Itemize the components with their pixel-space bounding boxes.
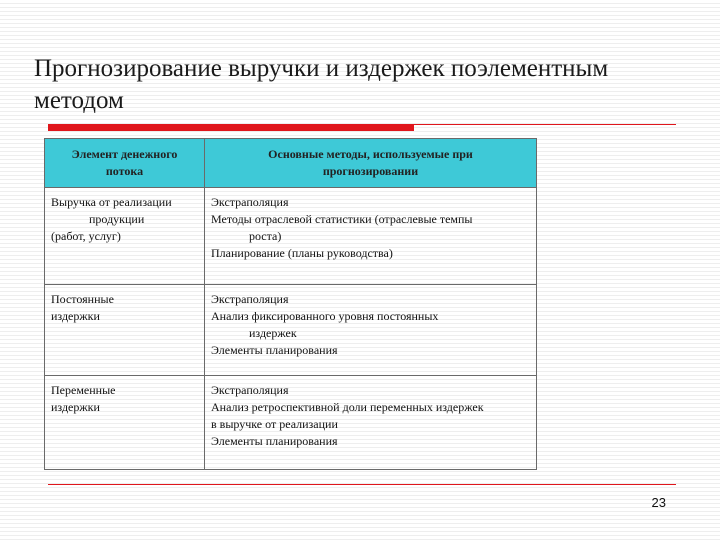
cell-text: в выручке от реализации (211, 417, 338, 431)
cell-text: Выручка от реализации (51, 195, 172, 209)
methods-cell (205, 376, 537, 470)
table-header-row (45, 139, 537, 188)
cell-text: Элементы планирования (211, 343, 338, 357)
element-cell (45, 376, 205, 470)
footer-rule (48, 484, 676, 485)
cell-text: роста) (249, 229, 282, 243)
cell-text: издержки (51, 400, 100, 414)
cell-text: издержек (249, 326, 297, 340)
cell-text: Элементы планирования (211, 434, 338, 448)
element-cell (45, 285, 205, 376)
header-cell-element (45, 139, 205, 188)
cell-text: Экстраполяция (211, 292, 289, 306)
methods-cell (205, 285, 537, 376)
table-row (45, 188, 537, 285)
cell-text: Анализ фиксированного уровня постоянных (211, 309, 439, 323)
methods-table (44, 138, 537, 470)
page-number: 23 (651, 495, 666, 510)
header-cell-methods (205, 139, 537, 188)
table-row (45, 376, 537, 470)
cell-text: издержки (51, 309, 100, 323)
cell-text: Методы отраслевой статистики (отраслевые темпы (211, 212, 473, 226)
title-underline-rule (414, 124, 676, 125)
methods-cell (205, 188, 537, 285)
header-text: Основные методы, используемые при (268, 147, 473, 161)
cell-text: (работ, услуг) (51, 229, 121, 243)
table-row (45, 285, 537, 376)
title-underline-bar (48, 124, 414, 131)
cell-text: Экстраполяция (211, 195, 289, 209)
header-text: потока (105, 164, 144, 178)
slide-title: Прогнозирование выручки и издержек поэлементным методом (34, 55, 609, 114)
cell-text: Экстраполяция (211, 383, 289, 397)
cell-text: продукции (89, 212, 145, 226)
element-cell (45, 188, 205, 285)
cell-text: Планирование (планы руководства) (211, 246, 393, 260)
header-text: прогнозировании (322, 164, 419, 178)
cell-text: Переменные (51, 383, 116, 397)
cell-text: Анализ ретроспективной доли переменных издержек (211, 400, 484, 414)
cell-text: Постоянные (51, 292, 114, 306)
header-text: Элемент денежного (71, 147, 178, 161)
